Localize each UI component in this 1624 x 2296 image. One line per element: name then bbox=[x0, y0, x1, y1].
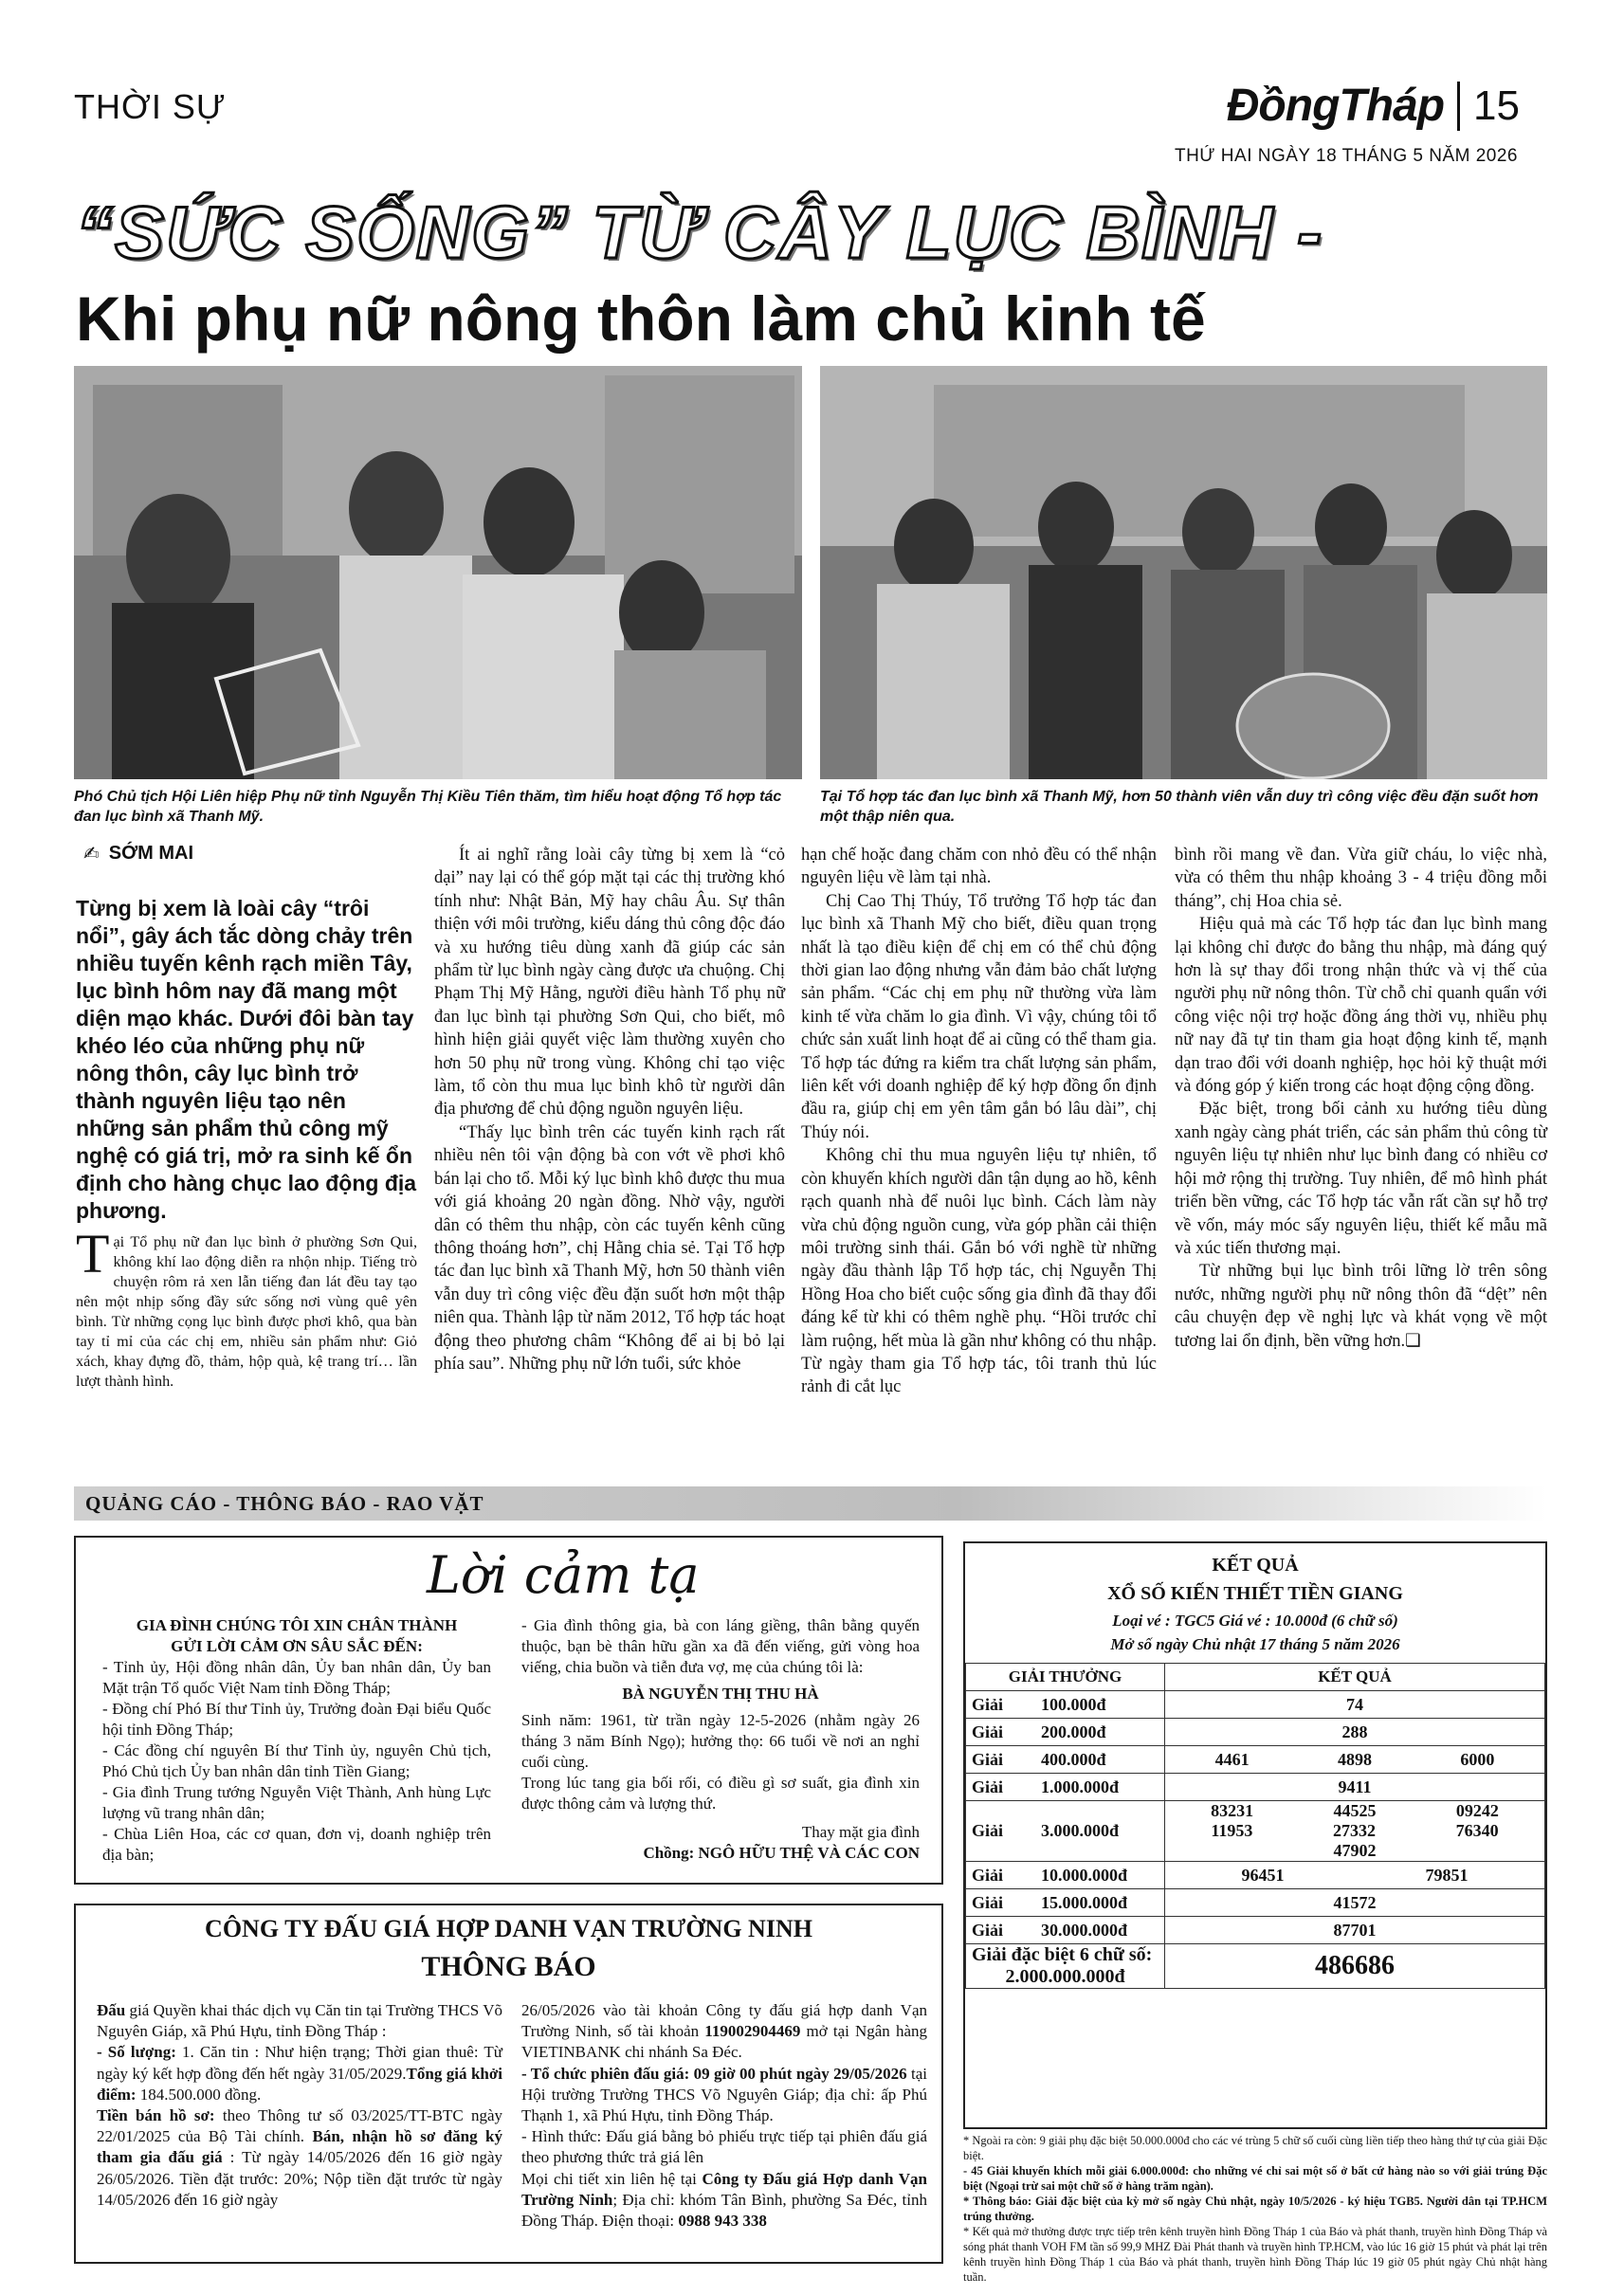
paragraph: ại Tổ phụ nữ đan lục bình ở phường Sơn Qui, không khí lao động diễn ra nhộn nhịp. Tiếng trò chuyện rôm rả xen lẫn tiếng đan lát đều tay tạo nên một nhịp sống đầy sức sống nơi vùng quê yên bình. Từ những cọng lục bình được phơi khô, qua bàn tay tỉ mỉ của các chị em, nhiều sản phẩm như: Giỏ xách, khay đựng đồ, thảm, hộp quà, kệ trang trí… lần lượt thành hình. bbox=[76, 1233, 417, 1390]
phone-number: 0988 943 338 bbox=[678, 2212, 767, 2231]
thanks-heading: GỬI LỜI CẢM ƠN SÂU SẮC ĐẾN: bbox=[171, 1637, 423, 1655]
prize-label: Giải bbox=[972, 1694, 1004, 1714]
paragraph: Chị Cao Thị Thúy, Tổ trưởng Tổ hợp tác đan lục bình xã Thanh Mỹ cho biết, điều quan trọng nhất là tạo điều kiện để chị em có thể chủ động thời gian lao động nhưng vẫn đảm bảo chất lượng sản phẩm. “Các chị em phụ nữ thường vừa làm kinh tế vừa chăm lo gia đình. Vì vậy, chúng tôi tổ chức sản xuất linh hoạt để ai cũng có thể tham gia. Tổ hợp tác đứng ra kiểm tra chất lượng sản phẩm, liên kết với doanh nghiệp để ký hợp đồng ổn định đầu ra, giúp chị em yên tâm gắn bó lâu dài”, chị Thúy nói. bbox=[801, 891, 1157, 1142]
photo-women-weaving-1 bbox=[74, 366, 802, 779]
special-prize-label: Giải đặc biệt 6 chữ số: bbox=[972, 1944, 1153, 1965]
table-row bbox=[966, 1719, 1545, 1746]
prize-cell bbox=[966, 1746, 1165, 1774]
prize-label: Giải bbox=[972, 1821, 1004, 1840]
article-column-2 bbox=[434, 844, 785, 1376]
table-row bbox=[966, 1862, 1545, 1889]
lottery-notes bbox=[963, 2133, 1547, 2285]
article-column-1 bbox=[76, 1223, 417, 1392]
winning-number: 83231 bbox=[1211, 1801, 1254, 1820]
prize-label: Giải bbox=[972, 1777, 1004, 1796]
paragraph: Từ những bụi lục bình trôi lững lờ trên sông nước, những người phụ nữ nông thôn đã “dệt” nên câu chuyện đẹp về nghị lực và khát vọng về một tương lai ổn định, bền vững hơn.❏ bbox=[1175, 1262, 1547, 1351]
drop-cap: T bbox=[76, 1223, 110, 1285]
winning-number: 41572 bbox=[1333, 1892, 1377, 1912]
article-lead: Từng bị xem là loài cây “trôi nổi”, gây ách tắc dòng chảy trên nhiều tuyến kênh rạch miền Tây, lục bình hôm nay đã mang một diện mạo khác. Dưới đôi bàn tay khéo léo của những phụ nữ nông thôn, cây lục bình trở thành nguyên liệu tạo nên những sản phẩm thủ công mỹ nghệ có giá trị, mở ra sinh kế ổn định cho hàng chục lao động địa phương. bbox=[76, 896, 417, 1223]
result-cell bbox=[1165, 1774, 1545, 1801]
lottery-heading: KẾT QUẢ bbox=[1212, 1555, 1299, 1576]
winning-number: 96451 bbox=[1241, 1865, 1285, 1885]
result-cell bbox=[1165, 1862, 1545, 1889]
thanks-title: Lời cảm tạ bbox=[427, 1545, 700, 1605]
paragraph: Đặc biệt, trong bối cảnh xu hướng tiêu dùng xanh ngày càng phát triển, các sản phẩm thủ công từ nguyên liệu tự nhiên như lục bình đang có nhiều cơ hội mở rộng thị trường. Tuy nhiên, để mô hình phát triển bền vững, các Tổ hợp tác vẫn rất cần sự hỗ trợ về vốn, máy móc sấy nguyên liệu, thiết kế mẫu mã và xúc tiến thương mại. bbox=[1175, 1100, 1547, 1258]
thanks-item: - Các đồng chí nguyên Bí thư Tỉnh ủy, nguyên Chủ tịch, Phó Chủ tịch Ủy ban nhân dân tỉnh Tiền Giang; bbox=[102, 1741, 491, 1780]
winning-number: 288 bbox=[1341, 1722, 1368, 1741]
result-line bbox=[1171, 1821, 1539, 1841]
photo-placeholder-graphic bbox=[74, 366, 802, 779]
result-line bbox=[1171, 1722, 1539, 1742]
result-line bbox=[1171, 1801, 1539, 1821]
bold-text: - Tổ chức phiên đấu giá bbox=[521, 2064, 684, 2083]
prize-cell bbox=[966, 1719, 1165, 1746]
thanks-notice bbox=[74, 1536, 943, 1885]
auction-left-column bbox=[97, 2000, 502, 2211]
result-line bbox=[1171, 1866, 1539, 1886]
paragraph: bình rồi mang về đan. Vừa giữ cháu, lo việc nhà, vừa có thêm thu nhập khoảng 3 - 4 triệu đồng mỗi tháng”, chị Hoa chia sẻ. bbox=[1175, 846, 1547, 911]
prize-amount: 200.000đ bbox=[1041, 1722, 1106, 1741]
prize-cell bbox=[966, 1889, 1165, 1917]
prize-cell bbox=[966, 1774, 1165, 1801]
text: theo Thông tư số 03/2025/TT-BTC ngày 22/01/2025 của Bộ Tài chính. bbox=[97, 2106, 503, 2146]
prize-cell bbox=[966, 1801, 1165, 1862]
prize-cell bbox=[966, 1917, 1165, 1944]
result-cell bbox=[1165, 1801, 1545, 1862]
text: 1. Căn tin : Như hiện trạng; Thời gian thuê: Từ ngày ký kết hợp đồng đến hết ngày 31/05/2029. bbox=[97, 2043, 502, 2083]
text: Mọi chi tiết xin liên hệ tại bbox=[521, 2169, 703, 2188]
special-prize-row bbox=[966, 1944, 1545, 1989]
prize-label: Giải bbox=[972, 1722, 1004, 1741]
newspaper-logo: ĐồngTháp bbox=[1226, 81, 1445, 131]
winning-number: 44525 bbox=[1333, 1801, 1377, 1820]
winning-number: 74 bbox=[1346, 1694, 1363, 1714]
prize-amount: 3.000.000đ bbox=[1041, 1821, 1120, 1840]
prize-cell bbox=[966, 1862, 1165, 1889]
article-column-3 bbox=[801, 844, 1157, 1399]
thanks-heading: GIA ĐÌNH CHÚNG TÔI XIN CHÂN THÀNH bbox=[136, 1616, 458, 1634]
photo-caption-1: Phó Chủ tịch Hội Liên hiệp Phụ nữ tỉnh Nguyễn Thị Kiều Tiên thăm, tìm hiểu hoạt động Tổ hợp tác đan lục bình xã Thanh Mỹ. bbox=[74, 789, 782, 825]
auction-right-column bbox=[521, 2000, 927, 2232]
special-number: 486686 bbox=[1165, 1944, 1545, 1989]
lottery-results bbox=[963, 1541, 1547, 2129]
thanks-text: Trong lúc tang gia bối rối, có điều gì sơ suất, gia đình xin được thông cảm và lượng thứ. bbox=[521, 1774, 920, 1813]
issue-date: THỨ HAI NGÀY 18 THÁNG 5 NĂM 2026 bbox=[1174, 146, 1518, 166]
article-column-4 bbox=[1175, 844, 1547, 1353]
ads-section-title: QUẢNG CÁO - THÔNG BÁO - RAO VẶT bbox=[85, 1491, 484, 1515]
prize-label: Giải bbox=[972, 1749, 1004, 1769]
result-cell bbox=[1165, 1691, 1545, 1719]
special-prize-amount: 2.000.000.000đ bbox=[1005, 1966, 1125, 1987]
table-header: GIẢI THƯỞNG bbox=[966, 1664, 1165, 1691]
result-line bbox=[1171, 1750, 1539, 1770]
lottery-table-body bbox=[966, 1691, 1545, 1989]
headline-main: “SỨC SỐNG” TỪ CÂY LỤC BÌNH - bbox=[76, 191, 1324, 274]
paragraph: Hiệu quả mà các Tổ hợp tác đan lục bình mang lại không chỉ được đo bằng thu nhập, mà đáng quý hơn là sự thay đổi trong nhận thức và vị thế của người phụ nữ nông thôn. Từ chỗ chỉ quanh quẩn với công việc nội trợ hoặc đồng áng thời vụ, nhiều phụ nữ nay đã tự tin tham gia hoạt động kinh tế, mạnh dạn trao đổi với doanh nghiệp, học hỏi kỹ thuật mới và đóng góp ý kiến trong các hoạt động cộng đồng. bbox=[1175, 915, 1547, 1097]
result-cell bbox=[1165, 1917, 1545, 1944]
paragraph: Ít ai nghĩ rằng loài cây từng bị xem là “cỏ dại” nay lại có thể góp mặt tại các thị trường khó tính như: Nhật Bản, Mỹ hay châu Âu. Sự thân thiện với môi trường, kiểu dáng thủ công độc đáo và xu hướng tiêu dùng xanh đã giúp các sản phẩm từ lục bình ngày càng được ưa chuộng. Chị Phạm Thị Mỹ Hằng, người điều hành Tổ phụ nữ đan lục bình tại phường Sơn Qui, cho biết, mô hình hiện giải quyết việc làm thường xuyên cho hơn 50 phụ nữ trong vùng. Không chỉ tạo việc làm, tổ còn thu mua lục bình khô từ người dân địa phương để chủ động nguồn nguyên liệu. bbox=[434, 846, 785, 1120]
auction-time: : 09 giờ 00 phút ngày 29/05/2026 bbox=[684, 2064, 907, 2083]
text: tại Hội trường Trường THCS Võ Nguyên Giáp; địa chỉ: ấp Phú Thạnh 1, xã Phú Hựu, tỉnh Đồng Tháp. bbox=[521, 2064, 927, 2125]
winning-number: 87701 bbox=[1333, 1920, 1377, 1940]
auction-notice bbox=[74, 1904, 943, 2264]
deceased-name: BÀ NGUYỄN THỊ THU HÀ bbox=[622, 1685, 819, 1703]
pen-icon: ✍ bbox=[83, 844, 100, 865]
result-line bbox=[1171, 1695, 1539, 1715]
paragraph: “Thấy lục bình trên các tuyến kinh rạch rất nhiều nên tôi vận động bà con vớt về phơi khô bán lại cho tổ. Mỗi ký lục bình khô được thu mua với giá khoảng 20 ngàn đồng. Nhờ vậy, người dân có thêm thu nhập, còn các tuyến kênh cũng thông thoáng hơn”, chị Hằng chia sẻ. Tại Tổ hợp tác đan lục bình xã Thanh Mỹ, hơn 50 thành viên vẫn duy trì công việc đều đặn suốt hơn một thập niên qua. Thành lập từ năm 2012, Tổ hợp tác hoạt động theo phương châm “Không để ai bị bỏ lại phía sau”. Những phụ nữ lớn tuổi, sức khỏe bbox=[434, 1122, 785, 1374]
text: - Hình thức: Đấu giá bằng bỏ phiếu trực tiếp tại phiên đấu giá theo phương thức trả giá lên bbox=[521, 2127, 927, 2167]
winning-number: 09242 bbox=[1455, 1801, 1499, 1820]
winning-number: 11953 bbox=[1211, 1821, 1253, 1840]
winning-number: 4461 bbox=[1214, 1749, 1250, 1769]
prize-cell bbox=[966, 1691, 1165, 1719]
text: : Từ ngày 14/05/2026 đến 16 giờ ngày 26/05/2026. Tiền đặt trước: 20%; Nộp tiền đặt trước từ ngày 14/05/2026 đến 16 giờ ngày bbox=[97, 2148, 502, 2209]
byline bbox=[83, 842, 193, 866]
prize-label: Giải bbox=[972, 1920, 1004, 1940]
prize-label: Giải bbox=[972, 1865, 1004, 1885]
signature-line: Thay mặt gia đình bbox=[801, 1823, 920, 1841]
photo-caption-2: Tại Tổ hợp tác đan lục bình xã Thanh Mỹ, hơn 50 thành viên vẫn duy trì công việc đều đặn suốt hơn một thập niên qua. bbox=[820, 789, 1539, 825]
lottery-name: XỔ SỐ KIẾN THIẾT TIỀN GIANG bbox=[1107, 1583, 1403, 1604]
bold-text: Đấu bbox=[97, 2001, 126, 2019]
bold-text: Công ty Đấu giá Hợp danh Vạn Trường Ninh bbox=[521, 2169, 927, 2209]
author-name: SỚM MAI bbox=[108, 843, 194, 864]
masthead bbox=[1227, 80, 1520, 132]
note: * Ngoài ra còn: 9 giải phụ đặc biệt 50.000.000đ cho các vé trùng 5 chữ số cuối cùng liền tiếp theo hàng thứ tự của giải Đặc biệt. bbox=[963, 2134, 1547, 2162]
ticket-info: Loại vé : TGC5 Giá vé : 10.000đ (6 chữ số) bbox=[1112, 1612, 1398, 1630]
headline-sub: Khi phụ nữ nông thôn làm chủ kinh tế bbox=[76, 283, 1206, 354]
auction-company: CÔNG TY ĐẤU GIÁ HỢP DANH VẠN TRƯỜNG NINH bbox=[205, 1915, 812, 1942]
note: - 45 Giải khuyến khích mỗi giải 6.000.000đ: cho những vé chỉ sai một số ở bất cứ hàng nào so với giải trúng Đặc biệt (Ngoại trừ sai một chữ số ở hàng trăm ngàn). bbox=[963, 2164, 1547, 2193]
table-header: KẾT QUẢ bbox=[1165, 1664, 1545, 1691]
winning-number: 27332 bbox=[1333, 1821, 1376, 1840]
lottery-table bbox=[965, 1663, 1545, 1989]
bold-text: Bán, nhận hồ sơ đăng ký tham gia đấu giá bbox=[97, 2127, 502, 2167]
table-row bbox=[966, 1889, 1545, 1917]
thanks-item: - Gia đình Trung tướng Nguyễn Việt Thành, Anh hùng Lực lượng vũ trang nhân dân; bbox=[102, 1783, 491, 1822]
paragraph: Không chỉ thu mua nguyên liệu tự nhiên, tổ còn khuyến khích người dân tận dụng ao hồ, kênh rạch quanh nhà để nuôi lục bình. Cách làm này vừa chủ động nguồn cung, vừa góp phần cải thiện môi trường sinh thái. Gắn bó với nghề từ những ngày đầu thành lập Tổ hợp tác, chị Nguyễn Thị Hồng Hoa cho biết cuộc sống gia đình đã thay đổi đáng kể từ khi có thêm nghề phụ. “Hồi trước chỉ làm ruộng, hết mùa là gần như không có thu nhập. Từ ngày tham gia Tổ hợp tác, tôi tranh thủ lúc rảnh đi cắt lục bbox=[801, 1146, 1157, 1397]
text: 184.500.000 đồng. bbox=[136, 2085, 262, 2104]
prize-amount: 30.000.000đ bbox=[1041, 1920, 1128, 1940]
bold-text: Tiền bán hồ sơ: bbox=[97, 2106, 215, 2125]
auction-title: THÔNG BÁO bbox=[421, 1951, 596, 1982]
page-number: 15 bbox=[1473, 82, 1520, 129]
table-row bbox=[966, 1801, 1545, 1862]
account-number: 119002904469 bbox=[704, 2022, 801, 2041]
winning-number: 76340 bbox=[1455, 1821, 1499, 1840]
result-line bbox=[1171, 1921, 1539, 1941]
thanks-left-column bbox=[102, 1615, 491, 1866]
prize-amount: 1.000.000đ bbox=[1041, 1777, 1120, 1796]
section-label: THỜI SỰ bbox=[74, 87, 227, 126]
result-line bbox=[1171, 1893, 1539, 1913]
winning-number: 79851 bbox=[1425, 1865, 1469, 1885]
table-row bbox=[966, 1917, 1545, 1944]
special-prize-cell bbox=[966, 1944, 1165, 1989]
winning-number: 47902 bbox=[1333, 1841, 1377, 1860]
thanks-right-column bbox=[521, 1615, 920, 1864]
winning-number: 6000 bbox=[1460, 1749, 1495, 1769]
result-line bbox=[1171, 1777, 1539, 1797]
note: * Kết quả mở thưởng được trực tiếp trên kênh truyền hình Đồng Tháp 1 của Báo và phát thanh, truyền hình Đồng Tháp và sóng phát thanh VOH FM tần số 99,9 MHZ Đài Phát thanh và truyền hình TP.HCM, vào lúc 16 giờ 15 phút và phát lại trên kênh truyền hình Đồng Tháp 1 của Báo và phát thanh, truyền hình Đồng Tháp lúc 19 giờ 05 phút ngày Chủ nhật hàng tuần. bbox=[963, 2225, 1547, 2284]
prize-amount: 100.000đ bbox=[1041, 1694, 1106, 1714]
bold-text: - Số lượng: bbox=[97, 2043, 176, 2062]
thanks-item: - Chùa Liên Hoa, các cơ quan, đơn vị, doanh nghiệp trên địa bàn; bbox=[102, 1825, 491, 1864]
winning-number: 4898 bbox=[1337, 1749, 1372, 1769]
bold-text: Tổng giá khởi điểm: bbox=[97, 2064, 503, 2104]
prize-label: Giải bbox=[972, 1892, 1004, 1912]
text: ; Địa chỉ: khóm Tân Bình, phường Sa Đéc, tỉnh Đồng Tháp. Điện thoại: bbox=[521, 2190, 927, 2231]
ads-section-bar bbox=[74, 1486, 1547, 1521]
photo-women-weaving-2 bbox=[820, 366, 1547, 779]
table-row bbox=[966, 1774, 1545, 1801]
text: mở tại Ngân hàng VIETINBANK chi nhánh Sa Đéc. bbox=[521, 2022, 927, 2062]
signature-name: Chồng: NGÔ HỮU THỆ VÀ CÁC CON bbox=[643, 1844, 920, 1862]
photo-placeholder-graphic bbox=[820, 366, 1547, 779]
text: 26/05/2026 vào tài khoản Công ty đấu giá hợp danh Vạn Trường Ninh, số tài khoản bbox=[521, 2001, 927, 2041]
prize-amount: 400.000đ bbox=[1041, 1749, 1106, 1769]
prize-amount: 15.000.000đ bbox=[1041, 1892, 1128, 1912]
masthead-divider bbox=[1457, 82, 1460, 131]
thanks-text: Sinh năm: 1961, từ trần ngày 12-5-2026 (nhằm ngày 26 tháng 3 năm Bính Ngọ); hưởng thọ: 66 tuổi về nơi an nghỉ cuối cùng. bbox=[521, 1711, 920, 1771]
result-cell bbox=[1165, 1719, 1545, 1746]
table-row bbox=[966, 1746, 1545, 1774]
paragraph: hạn chế hoặc đang chăm con nhỏ đều có thể nhận nguyên liệu về làm tại nhà. bbox=[801, 846, 1157, 888]
result-cell bbox=[1165, 1889, 1545, 1917]
winning-number: 9411 bbox=[1338, 1777, 1372, 1796]
thanks-item: - Gia đình thông gia, bà con láng giềng, thân bằng quyến thuộc, bạn bè thân hữu gần xa đã đến viếng, gửi vòng hoa viếng, chia buồn và tiễn đưa vợ, mẹ của chúng tôi là: bbox=[521, 1616, 920, 1676]
result-line bbox=[1171, 1841, 1539, 1861]
thanks-item: - Đồng chí Phó Bí thư Tỉnh ủy, Trưởng đoàn Đại biểu Quốc hội tỉnh Đồng Tháp; bbox=[102, 1700, 491, 1739]
draw-date: Mở số ngày Chủ nhật 17 tháng 5 năm 2026 bbox=[1110, 1635, 1400, 1653]
text: giá Quyền khai thác dịch vụ Căn tin tại Trường THCS Võ Nguyên Giáp, xã Phú Hựu, tỉnh Đồng Tháp : bbox=[97, 2001, 502, 2041]
note: * Thông báo: Giải đặc biệt của kỳ mở số ngày Chủ nhật, ngày 10/5/2026 - ký hiệu TGB5. Người dân tại TP.HCM trúng thưởng. bbox=[963, 2195, 1547, 2223]
table-row bbox=[966, 1691, 1545, 1719]
result-cell bbox=[1165, 1746, 1545, 1774]
thanks-item: - Tỉnh ủy, Hội đồng nhân dân, Ủy ban nhân dân, Ủy ban Mặt trận Tổ quốc Việt Nam tỉnh Đồng Tháp; bbox=[102, 1658, 491, 1697]
prize-amount: 10.000.000đ bbox=[1041, 1865, 1128, 1885]
